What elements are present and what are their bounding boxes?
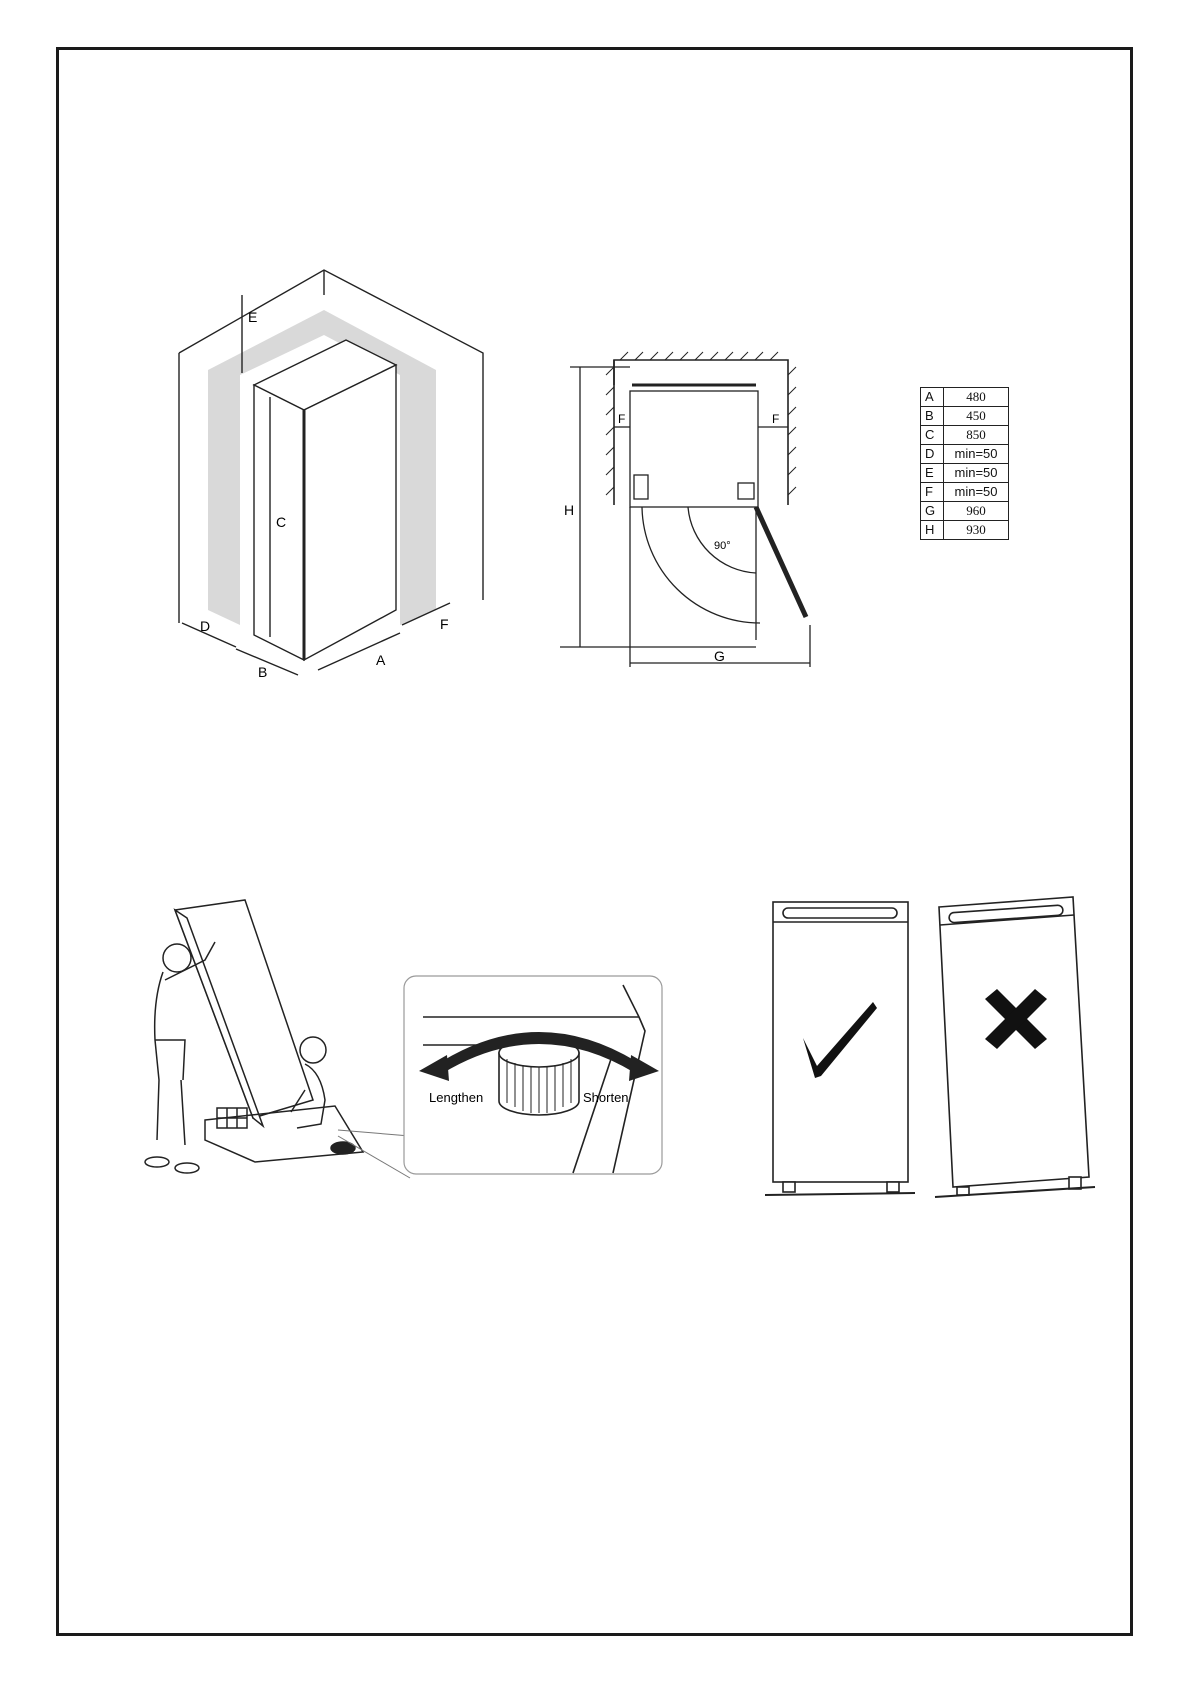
plan-view-diagram xyxy=(560,355,830,665)
table-row: H 930 xyxy=(921,521,1009,540)
level-incorrect-illustration xyxy=(935,895,1105,1205)
table-row: G 960 xyxy=(921,502,1009,521)
dimension-table xyxy=(920,387,1009,540)
wall-hatching xyxy=(606,352,796,495)
label-g: G xyxy=(714,648,725,664)
label-e: E xyxy=(248,309,258,325)
table-row: A 480 xyxy=(921,388,1009,407)
lengthen-label: Lengthen xyxy=(429,1090,484,1105)
table-row: F min=50 xyxy=(921,483,1009,502)
label-a: A xyxy=(376,652,386,668)
label-f-right: F xyxy=(772,412,780,426)
table-row: C 850 xyxy=(921,426,1009,445)
leveling-foot-detail xyxy=(403,975,663,1175)
label-b: B xyxy=(258,664,268,680)
appliance-tilted xyxy=(939,897,1089,1187)
label-f-left: F xyxy=(618,412,626,426)
plan-wall xyxy=(614,360,788,505)
person-standing-head xyxy=(163,944,191,972)
label-f: F xyxy=(440,616,449,632)
label-d: D xyxy=(200,618,211,634)
open-door xyxy=(756,507,806,617)
person-kneeling-head xyxy=(300,1037,326,1063)
table-row: D min=50 xyxy=(921,445,1009,464)
table-row: B 450 xyxy=(921,407,1009,426)
isometric-installation-diagram xyxy=(170,265,490,695)
table-row: E min=50 xyxy=(921,464,1009,483)
adjustable-foot-knob xyxy=(499,1039,579,1115)
level-correct-illustration xyxy=(765,900,920,1210)
label-angle: 90° xyxy=(714,540,731,552)
label-h: H xyxy=(564,502,575,518)
label-c: C xyxy=(276,514,287,530)
shorten-label: Shorten xyxy=(583,1090,629,1105)
appliance-side xyxy=(304,365,396,660)
